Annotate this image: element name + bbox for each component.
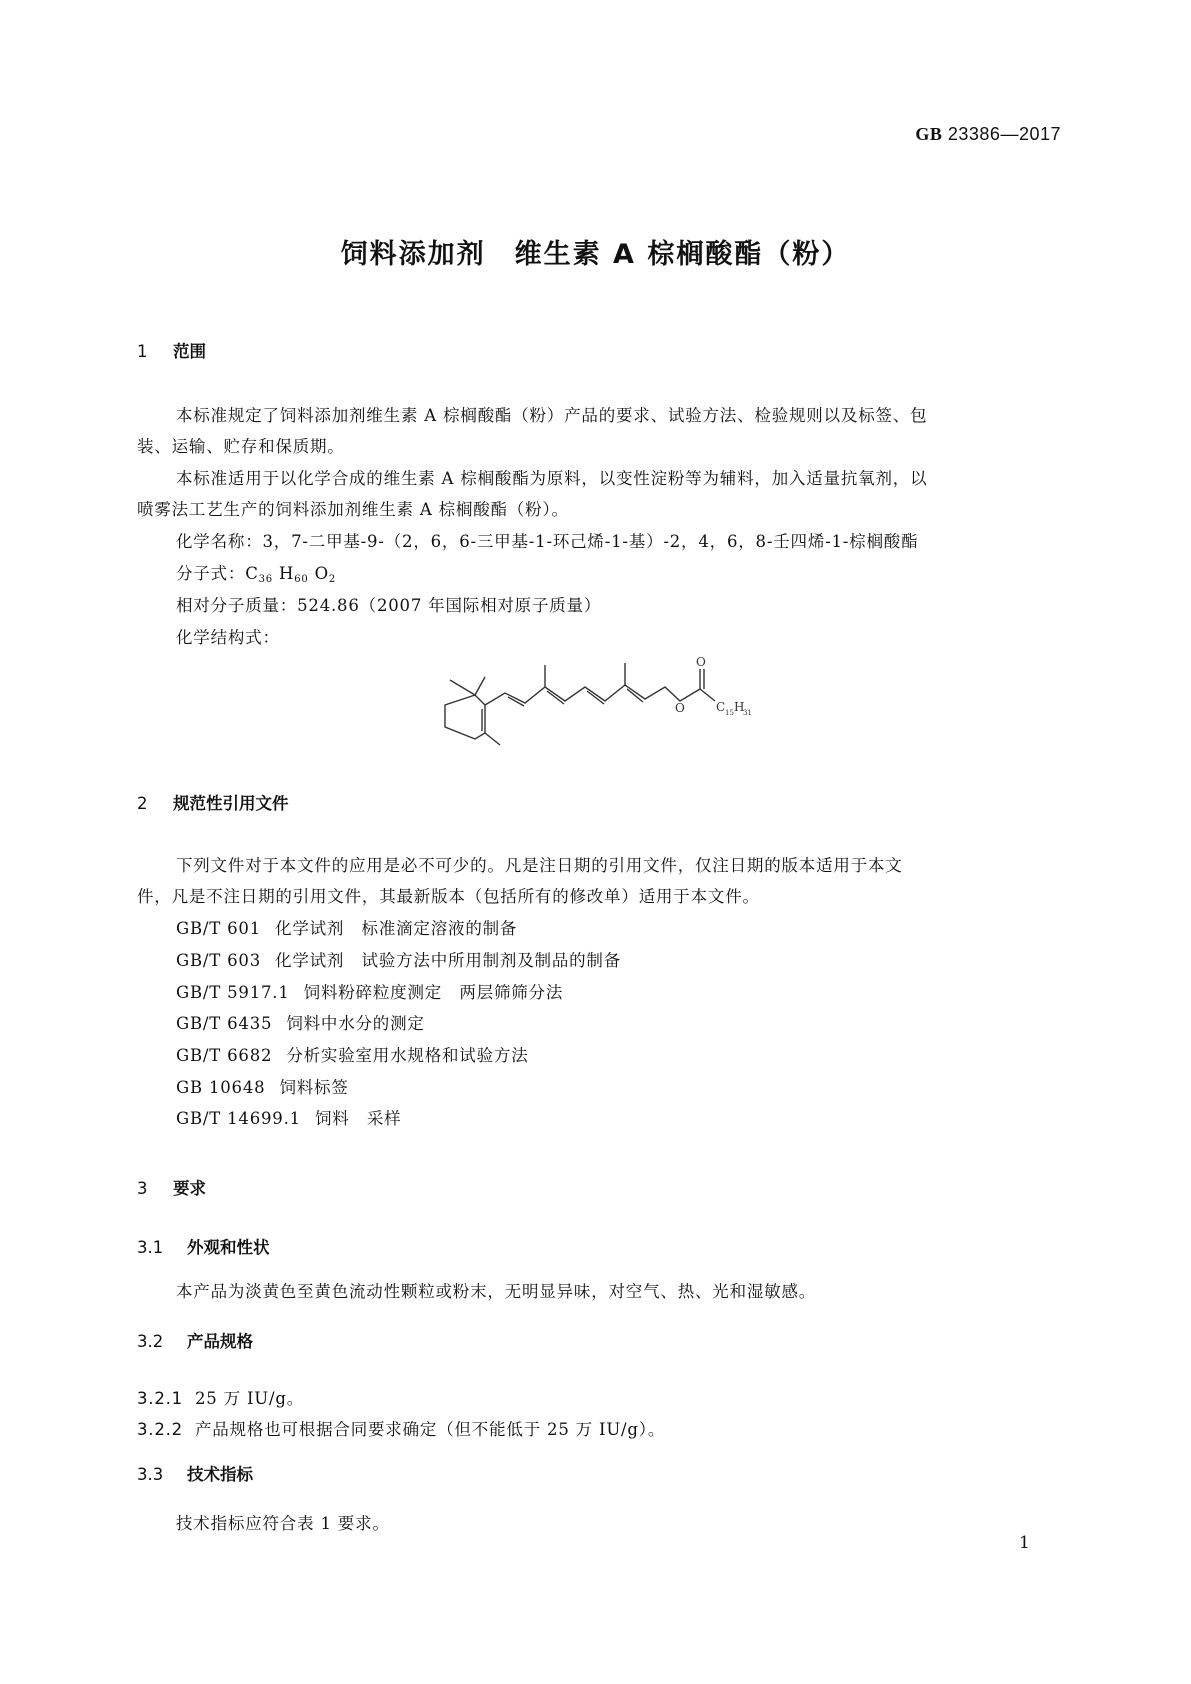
reference-item — [176, 979, 563, 1003]
formula-h: H — [279, 564, 295, 583]
section-number: 3 — [137, 1179, 148, 1198]
standard-number — [915, 124, 1061, 145]
section-title: 要求 — [173, 1179, 206, 1198]
reference-code: GB/T 6682 — [176, 1046, 273, 1065]
chemical-name-value: 3，7-二甲基-9-（2，6，6-三甲基-1-环己烯-1-基）-2，4，6，8-壬四烯-1-棕榈酸酯 — [262, 532, 919, 551]
reference-item — [176, 1042, 529, 1066]
reference-title: 饲料标签 — [279, 1078, 349, 1097]
reference-code: GB/T 14699.1 — [176, 1109, 301, 1128]
section-number: 1 — [137, 342, 148, 361]
section-number: 2 — [137, 794, 148, 813]
clause-text: 产品规格也可根据合同要求确定（但不能低于 25 万 IU/g）。 — [195, 1420, 666, 1439]
structure-label: 化学结构式： — [176, 628, 280, 647]
ester-oxygen: O — [675, 701, 685, 715]
reference-title: 化学试剂 试验方法中所用制剂及制品的制备 — [275, 951, 622, 970]
section-3-heading — [137, 1175, 206, 1199]
mass-value: 524.86（2007 年国际相对原子质量） — [297, 596, 602, 615]
section-title: 范围 — [173, 342, 206, 361]
appearance-text: 本产品为淡黄色至黄色流动性颗粒或粉末，无明显异味，对空气、热、光和湿敏感。 — [176, 1282, 817, 1301]
formula-h-count: 60 — [294, 574, 309, 585]
reference-title: 分析实验室用水规格和试验方法 — [286, 1046, 529, 1065]
section-3-3-heading — [137, 1461, 253, 1485]
scope-paragraph-1-line-1: 本标准规定了饲料添加剂维生素 A 棕榈酸酯（粉）产品的要求、试验方法、检验规则以及标签、包 — [176, 406, 928, 425]
molecular-formula — [176, 560, 336, 585]
section-number: 3.1 — [137, 1238, 164, 1257]
reference-item — [176, 1010, 425, 1034]
chain-carbon: C — [716, 700, 726, 714]
clause-number: 3.2.2 — [137, 1420, 183, 1439]
clause-number: 3.2.1 — [137, 1389, 183, 1408]
section-title: 规范性引用文件 — [173, 794, 289, 813]
molecular-mass — [176, 592, 601, 616]
formula-o-count: 2 — [328, 574, 337, 585]
scope-paragraph-1-line-2: 装、运输、贮存和保质期。 — [137, 437, 345, 456]
reference-code: GB 10648 — [176, 1078, 266, 1097]
reference-title: 饲料 采样 — [314, 1109, 402, 1128]
reference-code: GB/T 603 — [176, 951, 262, 970]
formula-label: 分子式： — [176, 564, 246, 583]
chemical-name — [176, 528, 918, 552]
scope-paragraph-2-line-2: 喷雾法工艺生产的饲料添加剂维生素 A 棕榈酸酯（粉）。 — [137, 500, 569, 519]
formula-c: C — [245, 564, 259, 583]
technical-indicators-text: 技术指标应符合表 1 要求。 — [176, 1514, 390, 1533]
section-3-2-heading — [137, 1328, 253, 1352]
section-2-heading — [137, 790, 289, 814]
chain-hydrogen-count: 31 — [743, 709, 752, 717]
section-title: 外观和性状 — [187, 1238, 270, 1257]
standard-prefix: GB — [915, 124, 943, 144]
section-3-1-heading — [137, 1234, 270, 1258]
section-3-2-2 — [137, 1416, 665, 1440]
chain-carbon-count: 15 — [725, 709, 734, 717]
formula-c-count: 36 — [258, 574, 273, 585]
mass-label: 相对分子质量： — [176, 596, 298, 615]
scope-paragraph-2-line-1: 本标准适用于以化学合成的维生素 A 棕榈酸酯为原料，以变性淀粉等为辅料，加入适量抗氧剂，以 — [176, 469, 928, 488]
standard-code: 23386—2017 — [947, 124, 1061, 144]
reference-title: 饲料中水分的测定 — [286, 1014, 425, 1033]
reference-item — [176, 1105, 401, 1129]
document-title: 饲料添加剂 维生素 A 棕榈酸酯（粉） — [340, 239, 851, 270]
references-intro-line-2: 件，凡是不注日期的引用文件，其最新版本（包括所有的修改单）适用于本文件。 — [137, 887, 760, 906]
reference-title: 化学试剂 标准滴定溶液的制备 — [275, 919, 518, 938]
reference-code: GB/T 601 — [176, 919, 262, 938]
clause-text: 25 万 IU/g。 — [195, 1389, 305, 1408]
references-intro-line-1: 下列文件对于本文件的应用是必不可少的。凡是注日期的引用文件，仅注日期的版本适用于本文 — [176, 856, 903, 875]
chemical-structure-diagram — [430, 655, 760, 760]
section-number: 3.2 — [137, 1332, 164, 1351]
section-number: 3.3 — [137, 1465, 164, 1484]
page-number: 1 — [1019, 1533, 1030, 1553]
chemical-name-label: 化学名称： — [176, 532, 263, 551]
section-title: 技术指标 — [187, 1465, 253, 1484]
section-1-heading — [137, 338, 206, 362]
reference-item — [176, 1074, 349, 1098]
chain-hydrogen: H — [734, 700, 745, 714]
reference-code: GB/T 5917.1 — [176, 983, 290, 1002]
reference-code: GB/T 6435 — [176, 1014, 273, 1033]
section-title: 产品规格 — [187, 1332, 253, 1351]
reference-item — [176, 947, 621, 971]
reference-item — [176, 915, 517, 939]
section-3-2-1 — [137, 1385, 304, 1409]
formula-o: O — [314, 564, 329, 583]
reference-title: 饲料粉碎粒度测定 两层筛筛分法 — [303, 983, 564, 1002]
carbonyl-oxygen: O — [696, 655, 706, 669]
